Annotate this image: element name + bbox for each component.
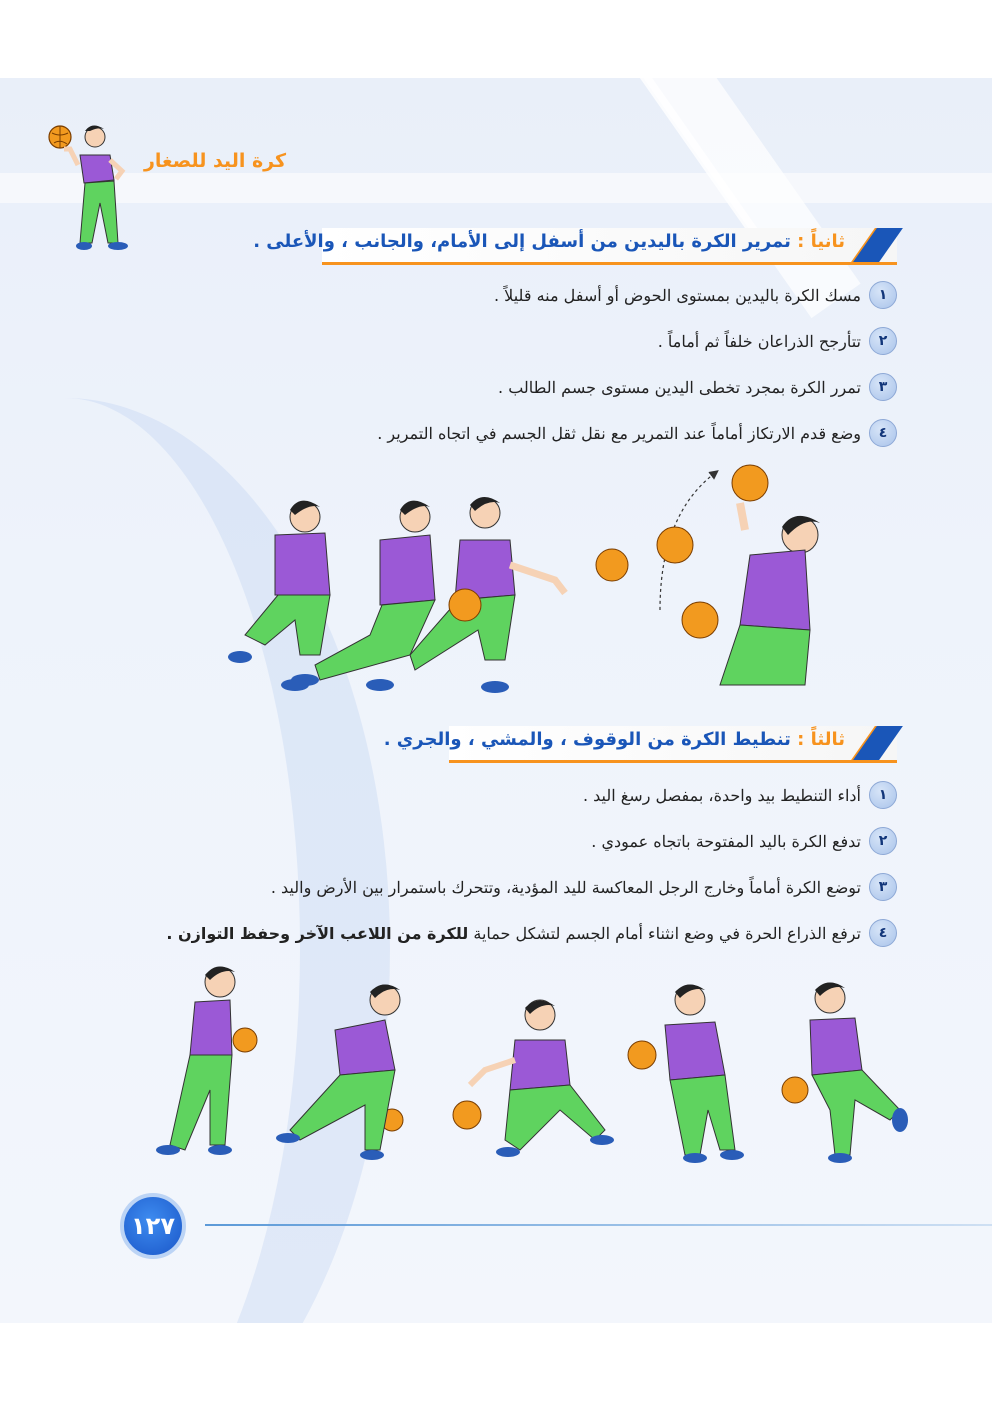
section-2-list xyxy=(377,272,897,456)
section-3-title: تنطيط الكرة من الوقوف ، والمشي ، والجري . xyxy=(383,729,791,750)
player-figure-3 xyxy=(453,1000,614,1157)
bold-text: للكرة من اللاعب الآخر وحفظ التوازن . xyxy=(166,923,469,943)
list-item-text: توضع الكرة أماماً وخارج الرجل المعاكسة لليد المؤدية، وتتحرك باستمرار بين الأرض واليد . xyxy=(270,877,861,897)
player-figure-4 xyxy=(720,503,820,685)
ball-icon xyxy=(782,1077,808,1103)
list-item xyxy=(166,818,897,864)
item-number-badge: ٤ xyxy=(869,419,897,447)
list-item-text: وضع قدم الارتكاز أماماً عند التمرير مع نقل ثقل الجسم في اتجاه التمرير . xyxy=(377,423,861,443)
dribbling-sequence-illustration xyxy=(140,960,920,1170)
item-number-badge: ٢ xyxy=(869,327,897,355)
ball-icon xyxy=(453,1101,481,1129)
list-item-text: تمرر الكرة بمجرد تخطى اليدين مستوى جسم الطالب . xyxy=(498,377,861,397)
player-figure-2 xyxy=(276,984,403,1160)
ball-icon xyxy=(682,602,718,638)
book-title: كرة اليد للصغار xyxy=(143,150,287,172)
list-item-text: أداء التنطيط بيد واحدة، بمفصل رسغ اليد . xyxy=(582,785,861,805)
player-figure-4 xyxy=(628,984,744,1163)
list-item xyxy=(166,910,897,956)
ball-icon xyxy=(628,1041,656,1069)
mascot-illustration xyxy=(40,115,140,260)
section-3-label: ثالثاً xyxy=(810,729,845,750)
player-figure-5 xyxy=(782,982,908,1163)
list-item-text: مسك الكرة باليدين بمستوى الحوض أو أسفل منه قليلاً . xyxy=(494,285,861,305)
footer-divider xyxy=(205,1224,992,1226)
list-item-text: ترفع الذراع الحرة في وضع انثناء أمام الجسم لتشكل حماية للكرة من اللاعب الآخر وحفظ التوازن . xyxy=(166,923,861,943)
list-item xyxy=(166,864,897,910)
list-item xyxy=(166,772,897,818)
ball-icon xyxy=(233,1028,257,1052)
item-number-badge: ٣ xyxy=(869,873,897,901)
ball-icon xyxy=(732,465,768,501)
item-number-badge: ٢ xyxy=(869,827,897,855)
ball-icon xyxy=(657,527,693,563)
list-item-text: تدفع الكرة باليد المفتوحة باتجاه عمودي . xyxy=(591,831,861,851)
list-item xyxy=(377,272,897,318)
section-2-header: ثانياً : تمرير الكرة باليدين من أسفل إلى الأمام، والجانب ، والأعلى . xyxy=(285,228,897,262)
page-number: ١٢٧ xyxy=(120,1193,186,1259)
list-item xyxy=(377,364,897,410)
player-figure-1 xyxy=(228,501,330,686)
section-3-header: ثالثاً : تنطيط الكرة من الوقوف ، والمشي ، والجري . xyxy=(412,726,897,760)
item-number-badge: ١ xyxy=(869,281,897,309)
item-number-badge: ٣ xyxy=(869,373,897,401)
list-item-text: تتأرجح الذراعان خلفاً ثم أماماً . xyxy=(657,331,861,351)
passing-sequence-illustration xyxy=(220,455,840,705)
section-2-label: ثانياً xyxy=(810,231,845,252)
section-3-list xyxy=(166,772,897,956)
list-item xyxy=(377,410,897,456)
list-item xyxy=(377,318,897,364)
player-figure-1 xyxy=(156,967,257,1155)
ball-icon xyxy=(596,549,628,581)
item-number-badge: ٤ xyxy=(869,919,897,947)
item-number-badge: ١ xyxy=(869,781,897,809)
section-2-title: تمرير الكرة باليدين من أسفل إلى الأمام، والجانب ، والأعلى . xyxy=(253,231,791,252)
